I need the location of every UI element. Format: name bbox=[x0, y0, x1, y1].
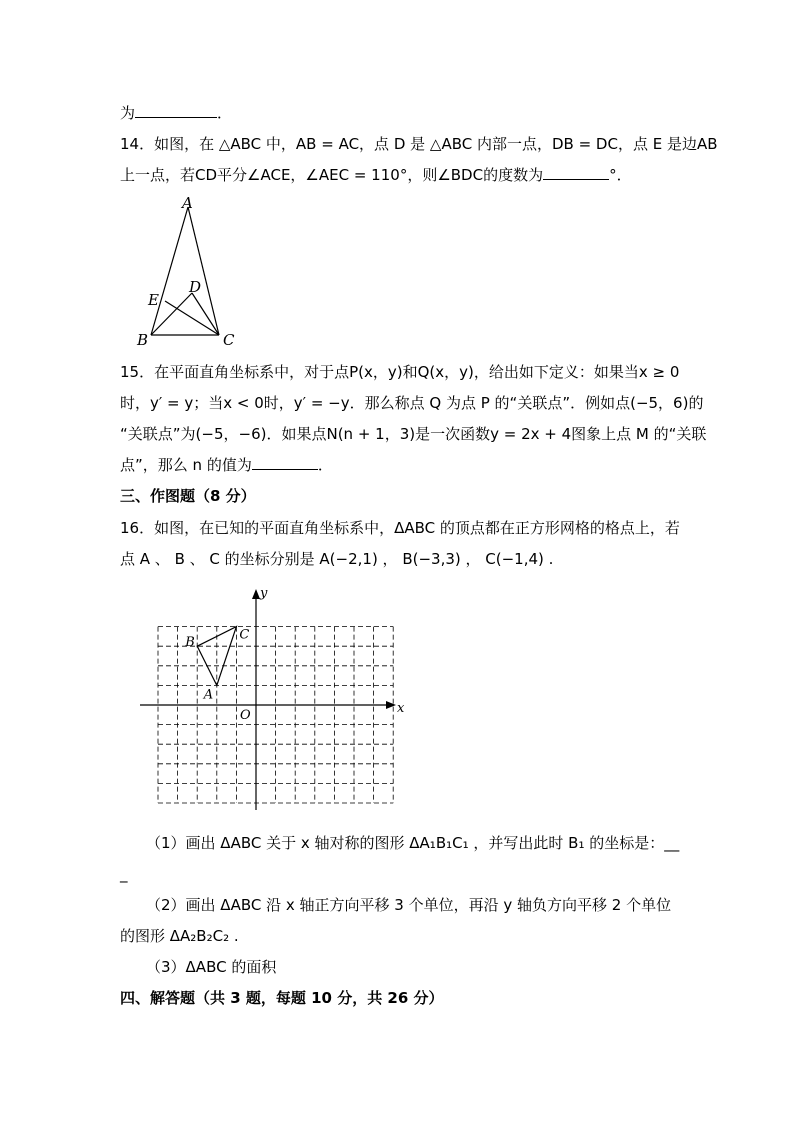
q16-coordinate-grid bbox=[140, 585, 410, 817]
q15-answer-blank[interactable] bbox=[252, 455, 318, 470]
q13-tail bbox=[120, 103, 232, 123]
q13-answer-blank[interactable] bbox=[135, 103, 217, 118]
q13-suffix: ． bbox=[217, 104, 233, 122]
label-e: E bbox=[148, 291, 159, 309]
segment-ac bbox=[188, 207, 219, 335]
q16-part2-line2: 的图形 ΔA₂B₂C₂ . bbox=[120, 927, 239, 945]
segment-ec bbox=[165, 301, 219, 335]
label-b: B bbox=[137, 331, 149, 349]
x-axis-arrow bbox=[386, 701, 396, 709]
y-axis-arrow bbox=[252, 589, 260, 599]
section4-title: 四、解答题（共 3 题，每题 10 分，共 26 分） bbox=[120, 989, 444, 1007]
q14-line1: 14．如图，在 △ABC 中，AB = AC，点 D 是 △ABC 内部一点，DB = DC，点 E 是边AB bbox=[120, 135, 718, 153]
q14-triangle-figure bbox=[135, 194, 255, 349]
q14-line2-suffix: °． bbox=[609, 166, 632, 184]
q15-line4-prefix: 点”，那么 n 的值为 bbox=[120, 456, 252, 474]
q15-line4-suffix: ． bbox=[317, 456, 333, 474]
q14-line2 bbox=[120, 165, 632, 185]
label-d: D bbox=[189, 278, 202, 296]
section3-title: 三、作图题（8 分） bbox=[120, 487, 256, 505]
q13-prefix: 为 bbox=[120, 104, 136, 122]
q16-part3: （3）ΔABC 的面积 bbox=[146, 958, 277, 976]
q16-line1: 16．如图，在已知的平面直角坐标系中，ΔABC 的顶点都在正方形网格的格点上，若 bbox=[120, 519, 680, 537]
q15-line1: 15．在平面直角坐标系中，对于点P(x，y)和Q(x，y)，给出如下定义：如果当x ≥ 0 bbox=[120, 363, 680, 381]
label-c: C bbox=[223, 331, 235, 349]
y-axis-label: y bbox=[260, 586, 268, 601]
grid-lines bbox=[158, 627, 393, 803]
q14-line2-prefix: 上一点，若CD平分∠ACE，∠AEC = 110°，则∠BDC的度数为 bbox=[120, 166, 544, 184]
q15-line4 bbox=[120, 455, 333, 475]
q16-part1-line1: （1）画出 ΔABC 关于 x 轴对称的图形 ΔA₁B₁C₁ ，并写出此时 B₁ 的坐标是：__ bbox=[146, 834, 680, 852]
x-axis-label: x bbox=[397, 701, 405, 716]
q15-line3: “关联点”为(−5，−6)．如果点N(n + 1，3)是一次函数y = 2x + 4图象上点 M 的“关联 bbox=[120, 425, 707, 443]
q16-line2: 点 A 、 B 、 C 的坐标分别是 A(−2,1) ， B(−3,3) ， C(−1,4) . bbox=[120, 550, 554, 568]
q15-line2: 时，y′ = y；当x < 0时，y′ = −y．那么称点 Q 为点 P 的“关联点”．例如点(−5，6)的 bbox=[120, 394, 704, 412]
q14-answer-blank[interactable] bbox=[543, 165, 609, 180]
grid-label-a: A bbox=[203, 687, 214, 703]
origin-label: O bbox=[240, 708, 251, 723]
grid-label-b: B bbox=[185, 635, 195, 651]
label-a: A bbox=[182, 194, 193, 212]
q16-part1-line2: _ bbox=[120, 865, 128, 883]
grid-label-c: C bbox=[239, 627, 250, 643]
q16-part2-line1: （2）画出 ΔABC 沿 x 轴正方向平移 3 个单位，再沿 y 轴负方向平移 2 个单位 bbox=[146, 896, 672, 914]
segment-dc bbox=[192, 293, 219, 335]
